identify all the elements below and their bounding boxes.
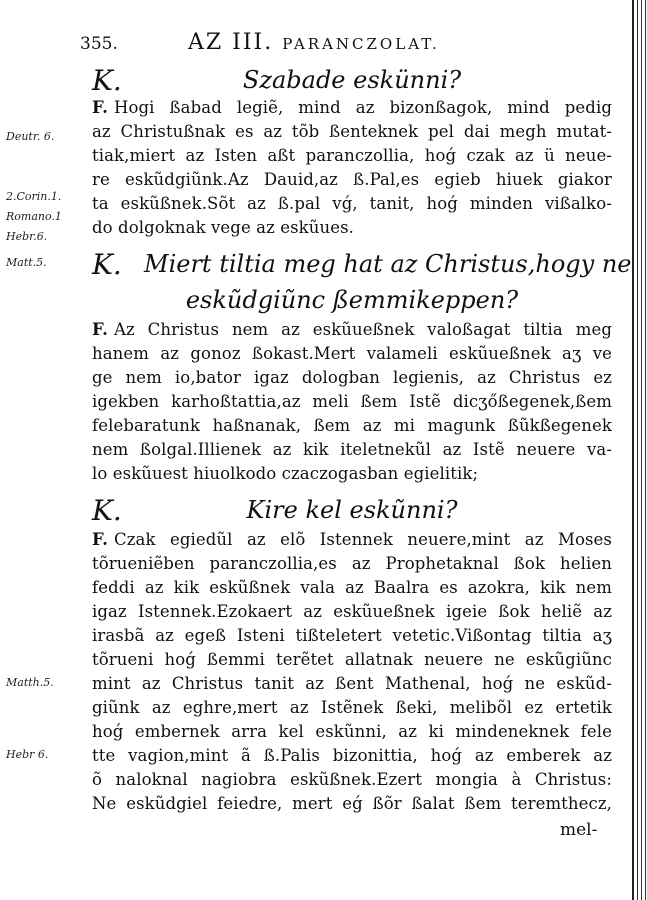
question-mark: K. [92, 64, 122, 97]
answer-line: lo eskũuest hiuolkodo czaczogasban egielitik; [92, 464, 479, 483]
page-edge [632, 0, 647, 900]
answer-line [92, 530, 612, 554]
question-heading [92, 248, 632, 284]
page-header [80, 30, 610, 56]
answer-line: felebaratunk haßnanak, ßem az mi magunk ßũkßegenek [92, 416, 612, 435]
running-head-prefix: AZ III. [188, 30, 274, 55]
answer-line: nem ßolgal.Illienek az kik iteletnekũl az Istẽ neuere va- [92, 440, 612, 459]
answer-line: tõrueniẽben paranczollia,es az Prophetaknal ßok helien [92, 554, 612, 573]
answer-line: ta eskũßnek.Sõt az ß.pal vǵ, tanit, hoǵ minden vißalko- [92, 194, 612, 213]
answer-line: Ne eskũdgiel feiedre, mert eǵ ßõr ßalat ßem teremthecz, [92, 794, 612, 813]
answer-line: hanem az gonoz ßokast.Mert valameli eskũueßnek aʒ ve [92, 344, 612, 363]
question-heading-continued [92, 284, 612, 320]
answer-line: feddi az kik eskũßnek vala az Baalra es azokra, kik nem [92, 578, 612, 597]
question-mark: K. [92, 494, 122, 527]
answer-line [92, 98, 612, 122]
answer-line: re eskũdgiũnk.Az Dauid,az ß.Pal,es egieb hiuek giakor [92, 170, 612, 189]
question-heading [92, 64, 612, 100]
answer-line: tiak,miert az Isten aßt paranczollia, hoǵ czak az ü neue- [92, 146, 612, 165]
question-heading [92, 494, 612, 530]
margin-note: Hebr.6. [6, 230, 48, 243]
catchword: mel- [560, 820, 598, 840]
question-text: Kire kel eskũnni? [246, 496, 458, 524]
question-text: Miert tiltia meg hat az Christus,hogy ne [144, 250, 632, 278]
answer-line: ge nem io,bator igaz dologban legienis, az Christus ez [92, 368, 612, 387]
answer-line: irasbã az egeß Isteni tißteletert vetetic.Vißontag tiltia aʒ [92, 626, 612, 645]
answer-line: õ naloknal nagiobra eskũßnek.Ezert mongia à Christus: [92, 770, 612, 789]
question-text: Szabade eskünni? [242, 66, 462, 94]
answer-line: giũnk az eghre,mert az Istẽnek ßeki, melibõl ez ertetik [92, 698, 612, 717]
question-text: eskũdgiũnc ßemmikeppen? [185, 286, 519, 314]
answer-line: hoǵ embernek arra kel eskũnni, az ki mindeneknek fele [92, 722, 612, 741]
answer-line: tõrueni hoǵ ßemmi terẽtet allatnak neuere ne eskũgiũnc [92, 650, 612, 669]
answer-mark: F. [92, 530, 108, 549]
answer-line: igekben karhoßtattia,az meli ßem Istẽ dicʒőßegenek,ßem [92, 392, 612, 411]
margin-note: Romano.1 [6, 210, 62, 223]
answer-line: mint az Christus tanit az ßent Mathenal, hoǵ ne eskũd- [92, 674, 612, 693]
margin-note: Deutr. 6. [6, 130, 55, 143]
margin-note: Matth.5. [6, 676, 54, 689]
answer-line [92, 320, 612, 344]
margin-note: 2.Corin.1. [6, 190, 62, 203]
page-number: 355. [80, 34, 118, 54]
question-mark: K. [92, 248, 122, 281]
running-head-main: PARANCZOLAT. [282, 35, 440, 53]
answer-line: igaz Istennek.Ezokaert az eskũueßnek igeie ßok heliẽ az [92, 602, 612, 621]
running-head [188, 30, 440, 55]
answer-line: tte vagion,mint ã ß.Palis bizonittia, hoǵ az emberek az [92, 746, 612, 765]
answer-text: Hogi ßabad legiẽ, mind az bizonßagok, mind pedig [114, 98, 612, 117]
margin-note: Hebr 6. [6, 748, 49, 761]
answer-mark: F. [92, 320, 108, 339]
answer-text: Az Christus nem az eskũueßnek valoßagat tiltia meg [114, 320, 612, 339]
answer-line: do dolgoknak vege az eskũues. [92, 218, 355, 237]
margin-note: Matt.5. [6, 256, 47, 269]
answer-mark: F. [92, 98, 108, 117]
answer-line: az Christußnak es az tõb ßenteknek pel dai megh mutat- [92, 122, 612, 141]
answer-text: Czak egiedũl az elõ Istennek neuere,mint az Moses [114, 530, 612, 549]
